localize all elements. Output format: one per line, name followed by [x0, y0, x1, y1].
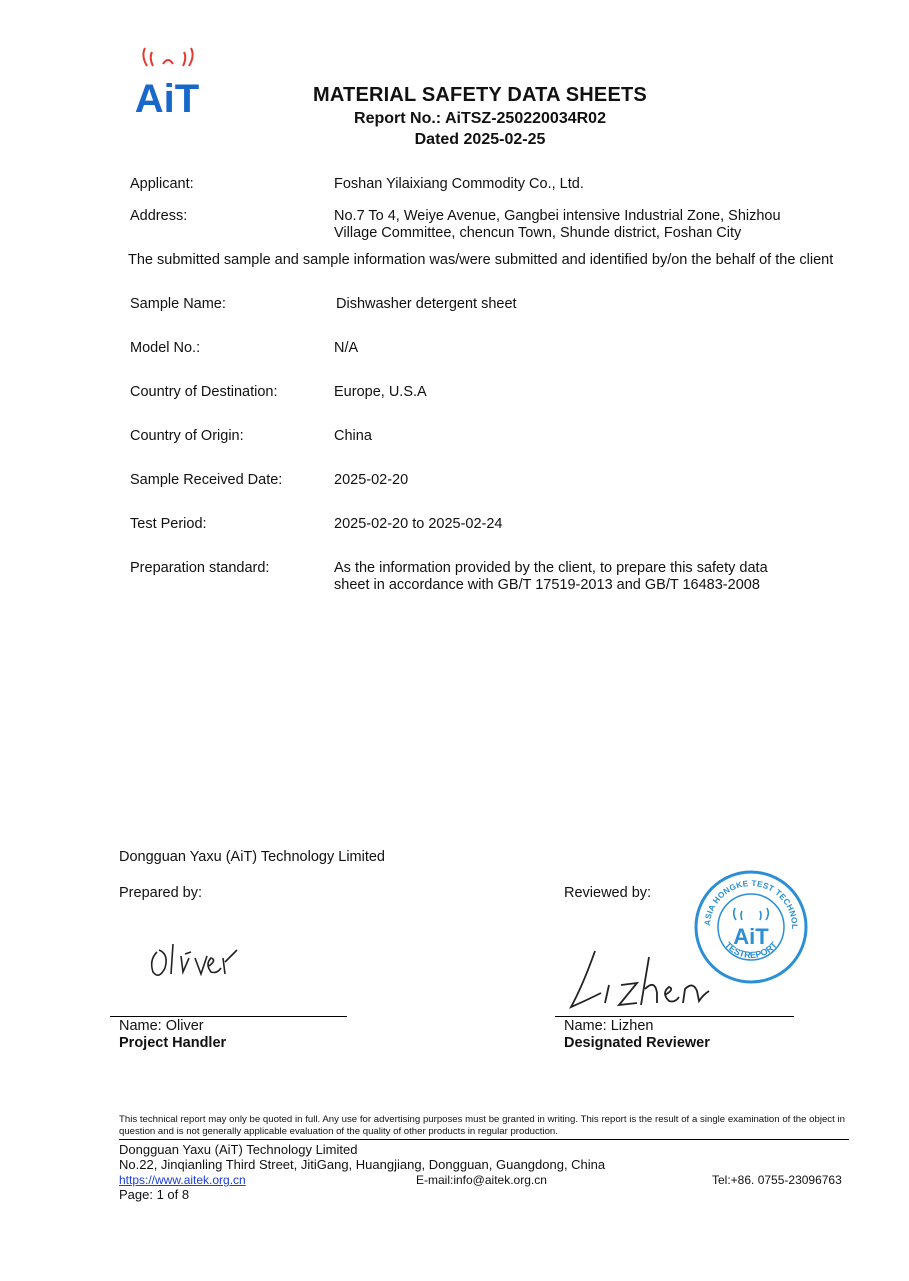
footer-telephone: Tel:+86. 0755-23096763 — [712, 1173, 842, 1187]
preparer-signature — [145, 930, 255, 990]
legal-disclaimer: This technical report may only be quoted in full. Any use for advertising purposes must be granted in writing. This report is the result of a single examination of the object in question and is not generally applicable evaluation of the quality of other products in regular production. — [119, 1114, 845, 1137]
received-date-label: Sample Received Date: — [130, 472, 283, 488]
footer-address: No.22, Jinqianling Third Street, JitiGang, Huangjiang, Dongguan, Guangdong, China — [119, 1157, 606, 1172]
reviewed-by-label: Reviewed by: — [564, 885, 652, 901]
report-number: Report No.: AiTSZ-250220034R02 — [354, 110, 606, 127]
footer-website-link[interactable]: https://www.aitek.org.cn — [119, 1173, 246, 1187]
test-period-label: Test Period: — [130, 516, 207, 532]
company-logo — [119, 44, 215, 116]
preparer-name: Name: Oliver — [119, 1018, 204, 1034]
footer-email: E-mail:info@aitek.org.cn — [416, 1173, 547, 1187]
applicant-value: Foshan Yilaixiang Commodity Co., Ltd. — [334, 176, 584, 192]
sample-name-value: Dishwasher detergent sheet — [336, 296, 517, 312]
address-value — [334, 208, 814, 242]
reviewer-name: Name: Lizhen — [564, 1018, 654, 1034]
footer-divider — [119, 1139, 849, 1140]
report-date: Dated 2025-02-25 — [414, 131, 546, 148]
document-title: MATERIAL SAFETY DATA SHEETS — [313, 84, 647, 106]
preparer-signature-line — [110, 1016, 347, 1017]
submission-note: The submitted sample and sample information was/were submitted and identified by/on the behalf of the client — [128, 252, 834, 268]
preparation-value — [334, 560, 814, 594]
preparation-label: Preparation standard: — [130, 560, 270, 576]
address-line-2: Village Committee, chencun Town, Shunde district, Foshan City — [334, 225, 742, 241]
preparation-line-1: As the information provided by the client, to prepare this safety data — [334, 560, 768, 576]
prepared-by-label: Prepared by: — [119, 885, 203, 901]
test-period-value: 2025-02-20 to 2025-02-24 — [334, 516, 503, 532]
applicant-label: Applicant: — [130, 176, 194, 192]
destination-value: Europe, U.S.A — [334, 384, 427, 400]
sample-name-label: Sample Name: — [130, 296, 226, 312]
company-stamp — [692, 868, 810, 986]
origin-label: Country of Origin: — [130, 428, 244, 444]
destination-label: Country of Destination: — [130, 384, 278, 400]
svg-text:AiT: AiT — [733, 924, 769, 949]
svg-text:AiT: AiT — [134, 77, 200, 116]
signing-company: Dongguan Yaxu (AiT) Technology Limited — [119, 849, 385, 865]
reviewer-signature-line — [555, 1016, 794, 1017]
model-no-value: N/A — [334, 340, 359, 356]
address-label: Address: — [130, 208, 188, 224]
svg-text:TESTREPORT: TESTREPORT — [722, 939, 780, 961]
received-date-value: 2025-02-20 — [334, 472, 409, 488]
preparation-line-2: sheet in accordance with GB/T 17519-2013 and GB/T 16483-2008 — [334, 577, 760, 593]
address-line-1: No.7 To 4, Weiye Avenue, Gangbei intensive Industrial Zone, Shizhou — [334, 208, 781, 224]
origin-value: China — [334, 428, 372, 444]
reviewer-role: Designated Reviewer — [564, 1035, 710, 1051]
page-number: Page: 1 of 8 — [119, 1187, 190, 1202]
preparer-role: Project Handler — [119, 1035, 227, 1051]
model-no-label: Model No.: — [130, 340, 201, 356]
svg-text:GUANGDONG ASIA HONGKE TEST TEC: ASIA HONGKE TEST TECHNOL — [702, 878, 800, 930]
footer-company: Dongguan Yaxu (AiT) Technology Limited — [119, 1142, 358, 1157]
